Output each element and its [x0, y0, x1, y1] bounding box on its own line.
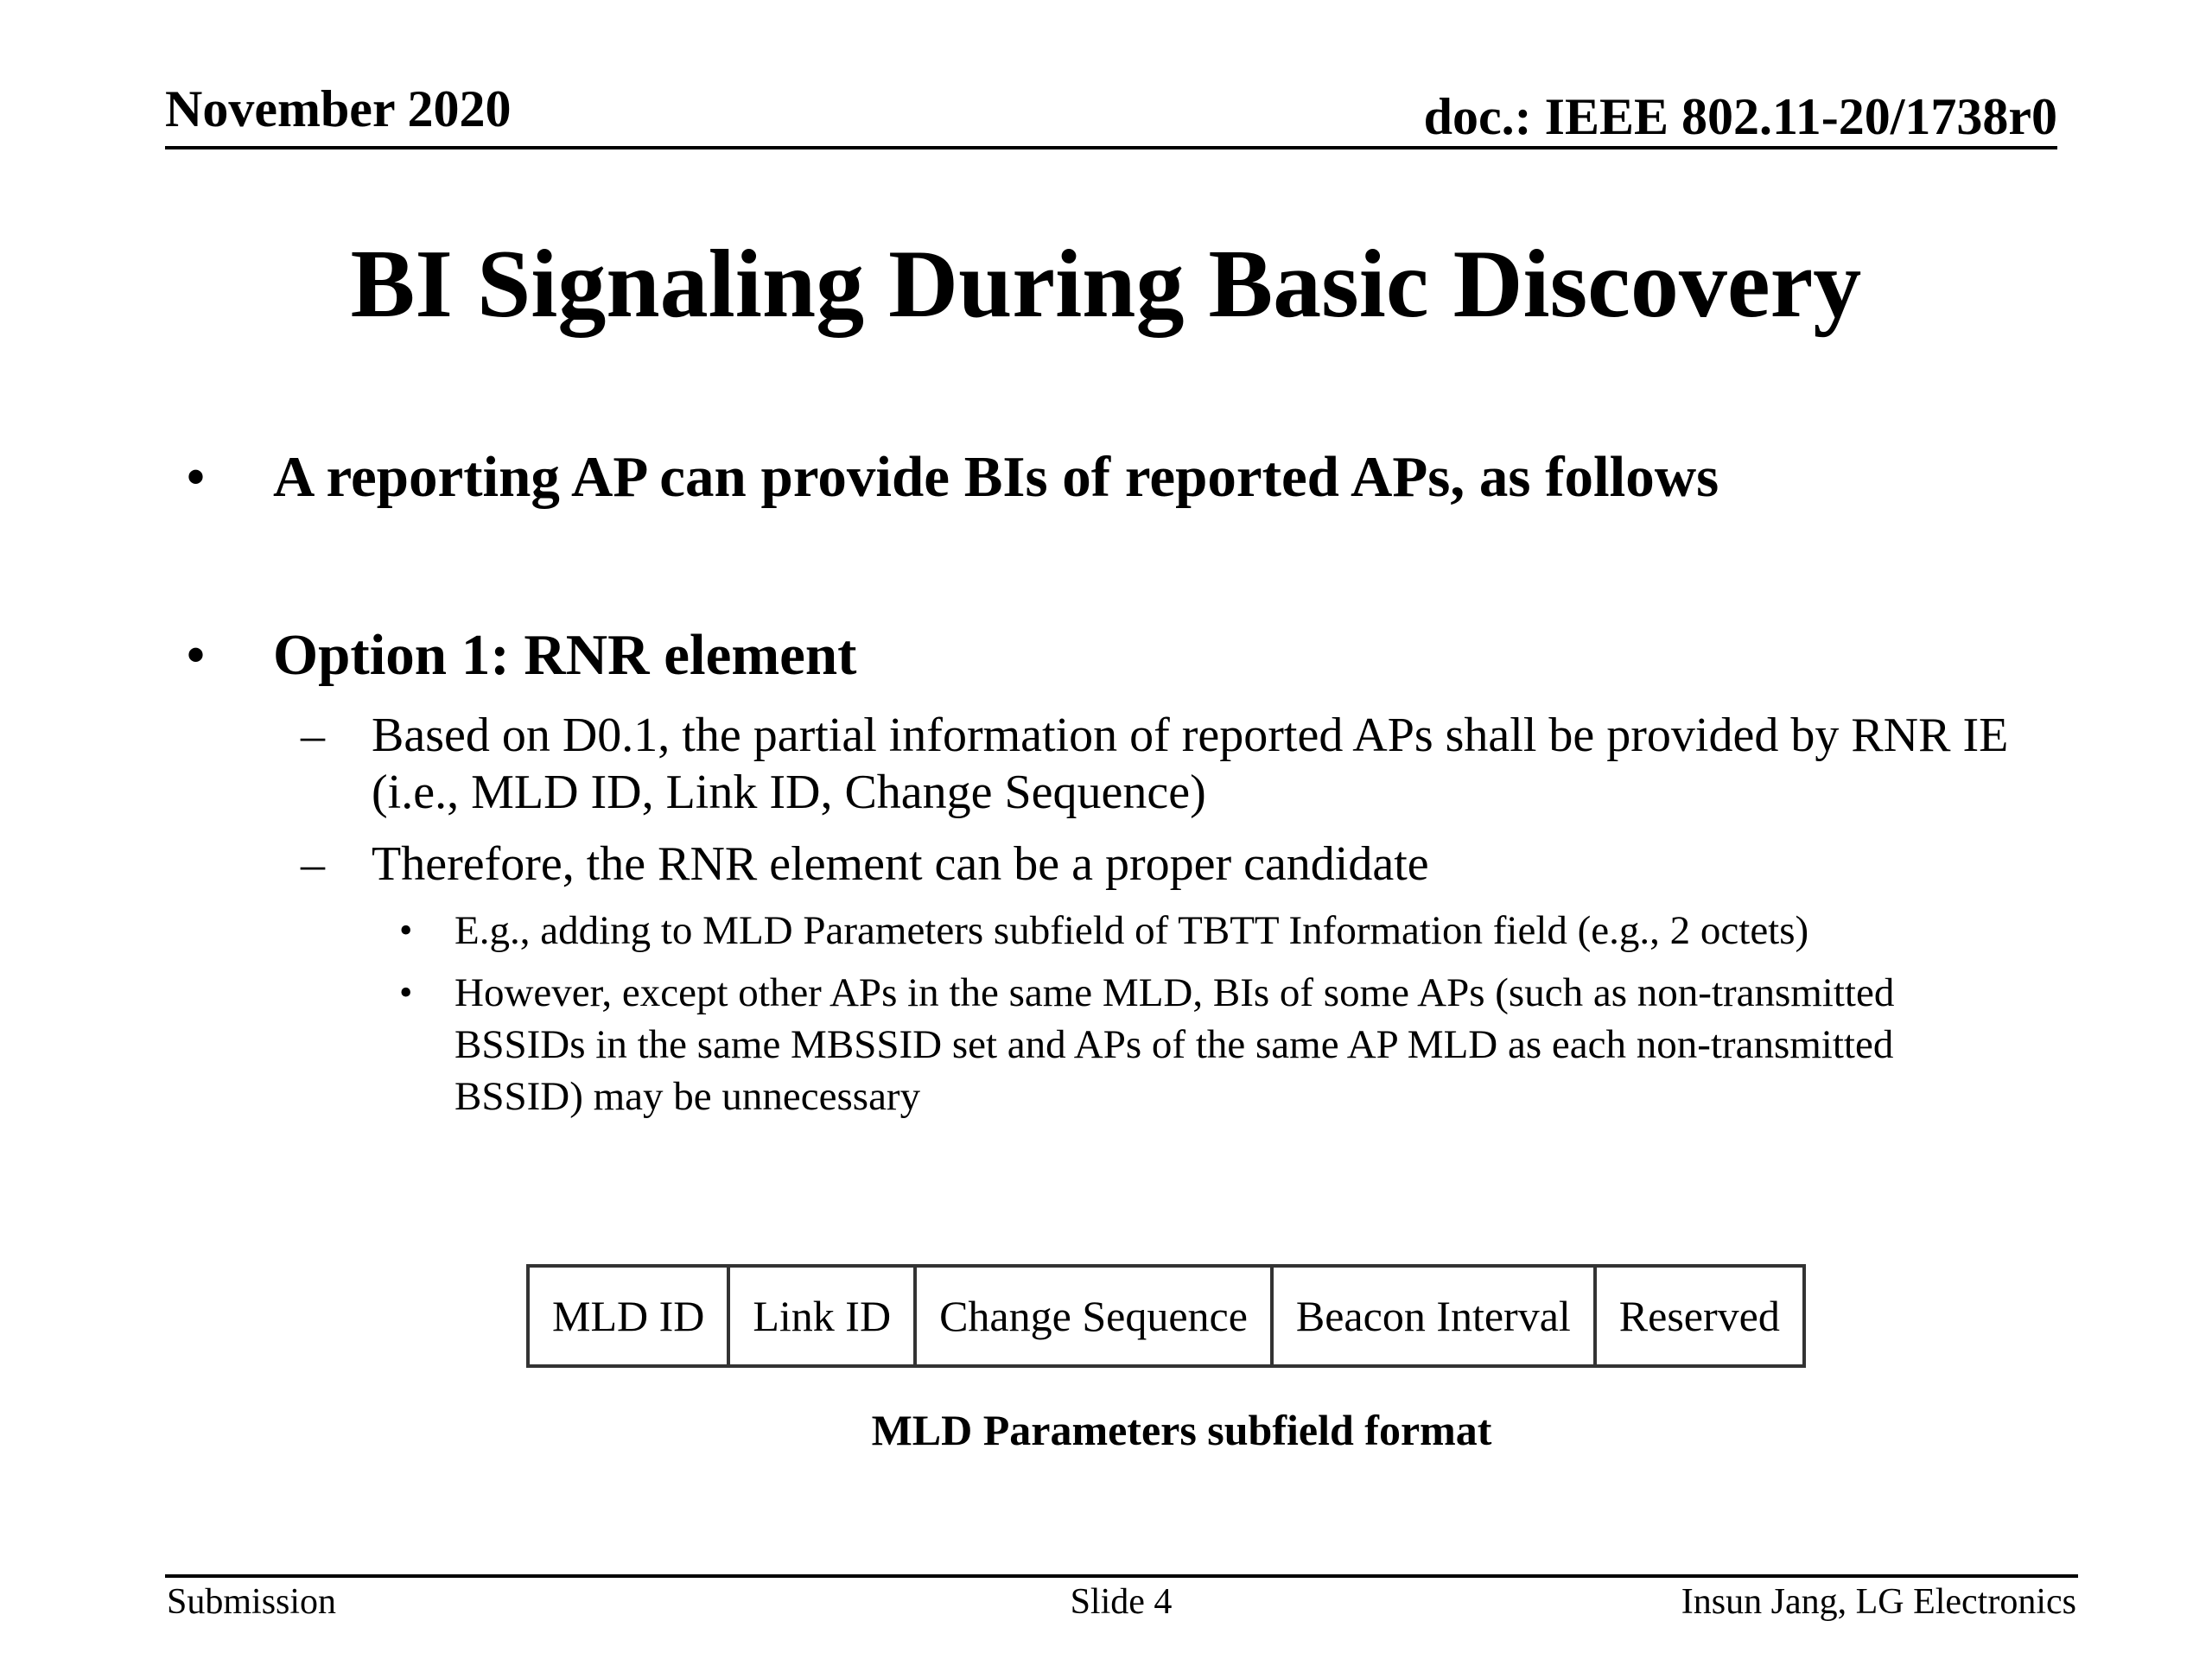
bullet-reporting-ap: A reporting AP can provide BIs of reported APs, as follows [273, 445, 1719, 509]
bullet-marker: • [187, 448, 206, 505]
dash-marker: – [301, 709, 325, 762]
sub-bullet-d01: Based on D0.1, the partial information of reported APs shall be provided by RNR IE (i.e., MLD ID, Link ID, Change Sequence) [372, 709, 2009, 819]
footer-author: Insun Jang, LG Electronics [1681, 1582, 2076, 1622]
header-date: November 2020 [165, 80, 512, 137]
sub-sub-bullet-example: E.g., adding to MLD Parameters subfield of TBTT Information field (e.g., 2 octets) [454, 908, 1809, 953]
slide-title: BI Signaling During Basic Discovery [350, 231, 1862, 338]
sub-sub-bullet-however: However, except other APs in the same MLD, BIs of some APs (such as non-transmitted BSSIDs in the same MBSSID set and APs of the same AP MLD as each non-transmitted BSSID) may be unnecessary [454, 970, 1895, 1119]
dash-marker: – [301, 837, 325, 891]
table-row [528, 1266, 1804, 1366]
sub-bullet-candidate: Therefore, the RNR element can be a proper candidate [372, 837, 1429, 891]
header-doc-number: doc.: IEEE 802.11-20/1738r0 [1423, 88, 2057, 145]
table-caption: MLD Parameters subfield format [871, 1406, 1492, 1454]
header-divider [165, 146, 2057, 149]
table-cell-beacon-interval: Beacon Interval [1272, 1266, 1595, 1366]
bullet-marker: • [399, 971, 413, 1014]
footer-slide-number: Slide 4 [1070, 1582, 1173, 1622]
mld-parameters-table [526, 1264, 1806, 1368]
bullet-marker: • [187, 626, 206, 683]
footer-submission: Submission [167, 1582, 337, 1622]
bullet-option-1: Option 1: RNR element [273, 623, 857, 687]
table-cell-change-sequence: Change Sequence [915, 1266, 1272, 1366]
table-cell-link-id: Link ID [728, 1266, 915, 1366]
bullet-marker: • [399, 909, 413, 951]
table-cell-reserved: Reserved [1595, 1266, 1804, 1366]
table-cell-mld-id: MLD ID [528, 1266, 728, 1366]
